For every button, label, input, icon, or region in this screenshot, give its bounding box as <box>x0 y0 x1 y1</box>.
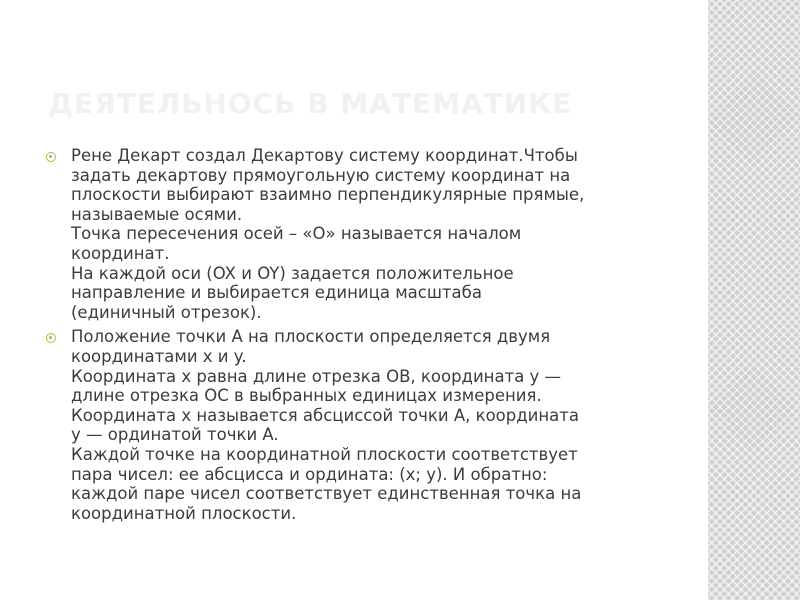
bullet-line: длине отрезка OC в выбранных единицах измерения. <box>71 386 542 406</box>
bullet-item-descartes <box>44 146 684 322</box>
bullet-line: На каждой оси (OX и OY) задается положительное <box>71 263 514 283</box>
bullet-line: пара чисел: ее абсцисса и ордината: (x; y). И обратно: <box>71 464 548 484</box>
bullet-line: Положение точки A на плоскости определяется двумя <box>71 327 551 347</box>
bullet-line: каждой паре чисел соответствует единственная точка на <box>71 484 582 504</box>
bullet-line: Каждой точке на координатной плоскости соответствует <box>71 444 578 464</box>
bullet-line: координат. <box>71 243 170 263</box>
bullet-line: называемые осями. <box>71 204 243 224</box>
bullet-line: Координата x равна длине отрезка OB, координата y — <box>71 366 562 386</box>
bullet-line: координатной плоскости. <box>71 503 297 523</box>
decorative-side-band <box>708 0 800 600</box>
circle-bullet-icon <box>46 333 56 343</box>
bullet-line: координатами x и y. <box>71 346 247 366</box>
bullet-line: Координата x называется абсциссой точки A, координата <box>71 405 579 425</box>
bullet-list <box>44 146 684 528</box>
bullet-line: (единичный отрезок). <box>71 302 262 322</box>
bullet-line: плоскости выбирают взаимно перпендикулярные прямые, <box>71 185 585 205</box>
bullet-item-point-position <box>44 327 684 523</box>
bullet-line: Рене Декарт создал Декартову систему координат.Чтобы <box>71 146 578 165</box>
bullet-line: задать декартову прямоугольную систему координат на <box>71 165 571 185</box>
slide-title: ДЕЯТЕЛЬНОСЬ В МАТЕМАТИКЕ <box>48 87 573 120</box>
bullet-line: y — ординатой точки A. <box>71 425 279 445</box>
bullet-line: Точка пересечения осей – «O» называется началом <box>71 224 522 244</box>
bullet-line: направление и выбирается единица масштаба <box>71 283 482 303</box>
circle-bullet-icon <box>46 152 56 162</box>
